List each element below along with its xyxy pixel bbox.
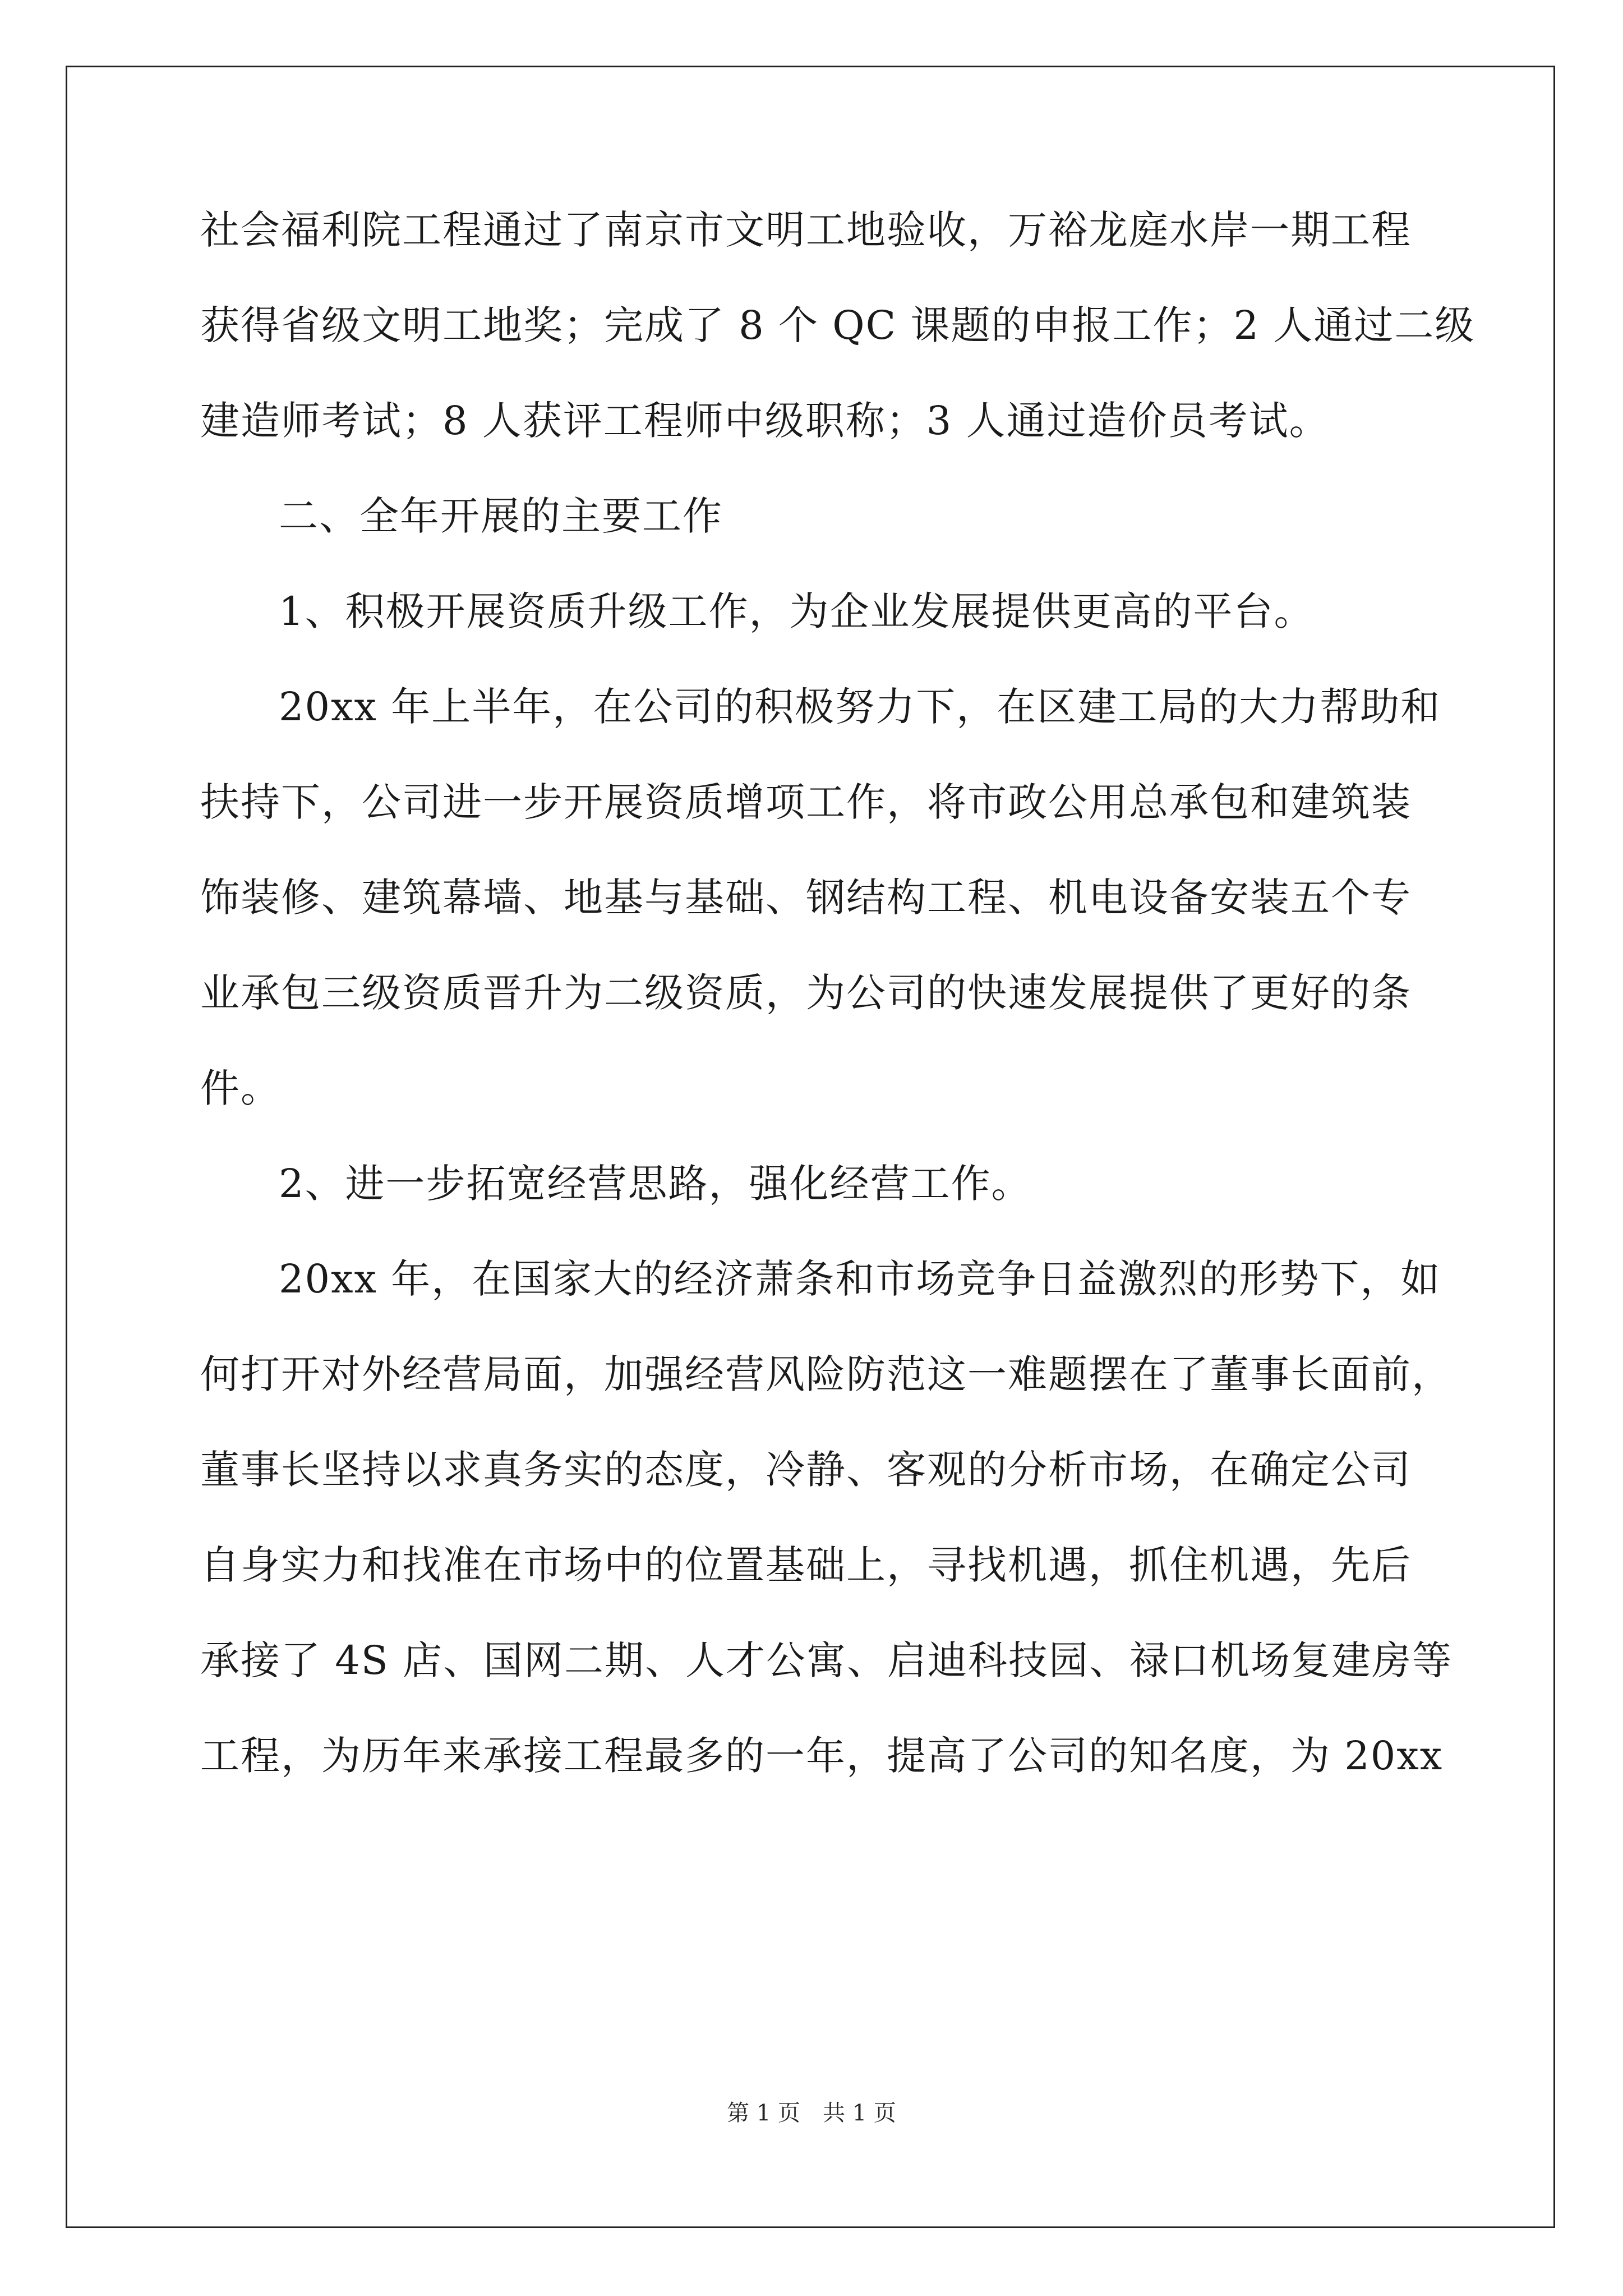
text-line: 获得省级文明工地奖；完成了 8 个 QC 课题的申报工作；2 人通过二级 <box>200 302 1476 348</box>
text-line: 董事长坚持以求真务实的态度，冷静、客观的分析市场，在确定公司 <box>200 1447 1412 1493</box>
text-line: 饰装修、建筑幕墙、地基与基础、钢结构工程、机电设备安装五个专 <box>200 875 1412 921</box>
subsection-heading: 2、进一步拓宽经营思路，强化经营工作。 <box>279 1161 1032 1207</box>
subsection-heading: 1、积极开展资质升级工作，为企业发展提供更高的平台。 <box>279 588 1315 634</box>
text-line: 承接了 4S 店、国网二期、人才公寓、启迪科技园、禄口机场复建房等 <box>200 1637 1453 1683</box>
text-line: 工程，为历年来承接工程最多的一年，提高了公司的知名度，为 20xx <box>200 1733 1444 1779</box>
section-heading: 二、全年开展的主要工作 <box>279 493 723 539</box>
page-footer: 第 1 页 共 1 页 <box>727 2100 896 2126</box>
text-line: 件。 <box>200 1065 281 1111</box>
text-line: 社会福利院工程通过了南京市文明工地验收，万裕龙庭水岸一期工程 <box>200 207 1412 253</box>
text-line: 20xx 年上半年，在公司的积极努力下，在区建工局的大力帮助和 <box>279 684 1441 730</box>
text-line: 20xx 年，在国家大的经济萧条和市场竞争日益激烈的形势下，如 <box>279 1256 1441 1302</box>
text-line: 扶持下，公司进一步开展资质增项工作，将市政公用总承包和建筑装 <box>200 779 1412 825</box>
text-line: 自身实力和找准在市场中的位置基础上，寻找机遇，抓住机遇，先后 <box>200 1542 1412 1588</box>
text-line: 何打开对外经营局面，加强经营风险防范这一难题摆在了董事长面前， <box>200 1351 1452 1397</box>
text-line: 建造师考试；8 人获评工程师中级职称；3 人通过造价员考试。 <box>200 398 1330 444</box>
text-line: 业承包三级资质晋升为二级资质，为公司的快速发展提供了更好的条 <box>200 970 1412 1016</box>
